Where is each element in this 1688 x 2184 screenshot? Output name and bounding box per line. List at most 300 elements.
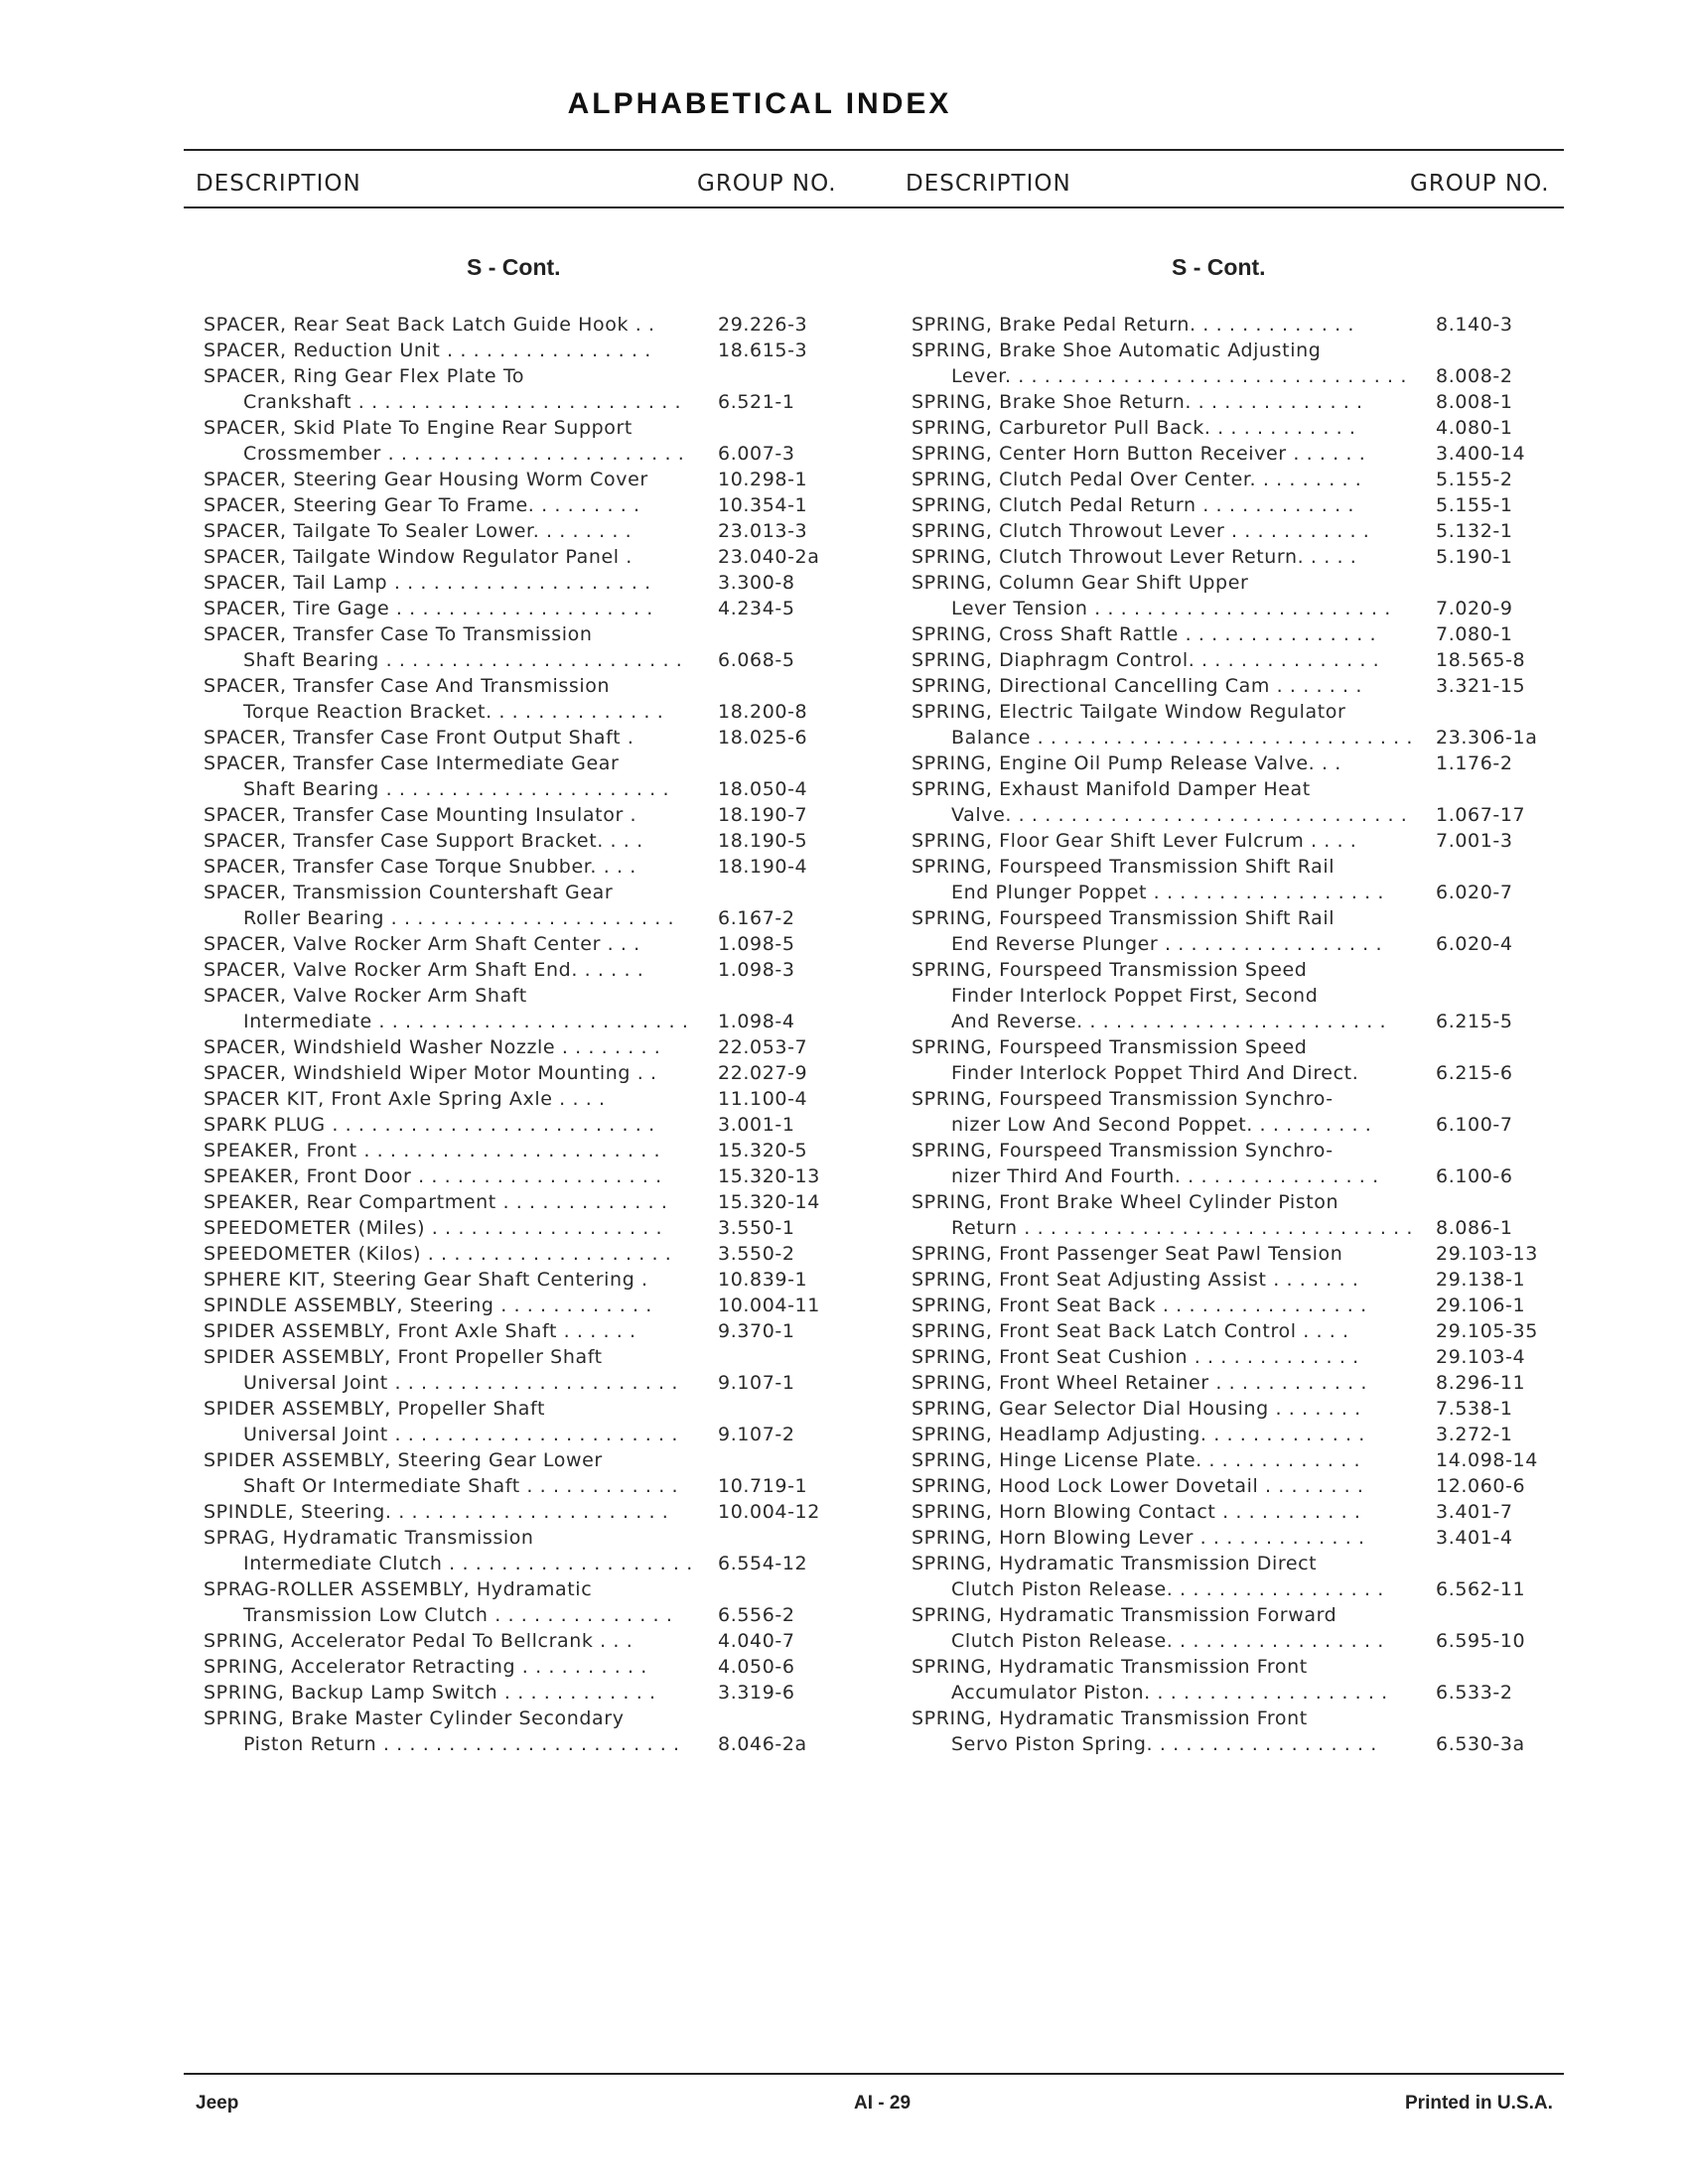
index-entry xyxy=(204,621,839,647)
left-section-heading: S - Cont. xyxy=(467,254,561,280)
entry-description: SPIDER ASSEMBLY, Front Propeller Shaft xyxy=(204,1346,603,1368)
index-entry xyxy=(912,441,1562,467)
entry-description: SPRING, Brake Master Cylinder Secondary xyxy=(204,1707,625,1729)
entry-group-number: 6.167-2 xyxy=(718,907,795,929)
entry-description: SPACER, Skid Plate To Engine Rear Support xyxy=(204,417,633,439)
entry-description: SPACER, Windshield Washer Nozzle . . . . . . . . xyxy=(204,1036,661,1058)
entry-description: SPACER, Windshield Wiper Motor Mounting . . xyxy=(204,1062,657,1084)
index-entry xyxy=(912,1370,1562,1396)
entry-description: SPRING, Hydramatic Transmission Direct xyxy=(912,1553,1318,1574)
index-entry xyxy=(204,441,839,467)
entry-group-number: 29.105-35 xyxy=(1436,1320,1538,1342)
index-entry xyxy=(912,1138,1562,1163)
index-entry xyxy=(912,1009,1562,1034)
index-entry xyxy=(912,389,1562,415)
entry-group-number: 8.086-1 xyxy=(1436,1217,1513,1239)
entry-group-number: 29.103-4 xyxy=(1436,1346,1526,1368)
entry-group-number: 22.027-9 xyxy=(718,1062,808,1084)
entry-description: SPACER, Ring Gear Flex Plate To xyxy=(204,365,525,387)
index-entry xyxy=(912,983,1562,1009)
entry-description: Torque Reaction Bracket. . . . . . . . . . . . . . xyxy=(243,701,664,723)
entry-group-number: 14.098-14 xyxy=(1436,1449,1538,1471)
entry-description: Transmission Low Clutch . . . . . . . . . . . . . . xyxy=(243,1604,673,1626)
entry-description: Roller Bearing . . . . . . . . . . . . . . . . . . . . . . xyxy=(243,907,675,929)
index-entry xyxy=(912,776,1562,802)
entry-description: SPIDER ASSEMBLY, Front Axle Shaft . . . . . . xyxy=(204,1320,636,1342)
index-entry xyxy=(912,1163,1562,1189)
index-entry xyxy=(912,338,1562,363)
entry-group-number: 23.040-2a xyxy=(718,546,820,568)
entry-description: SPIDER ASSEMBLY, Propeller Shaft xyxy=(204,1398,546,1420)
index-entry xyxy=(912,673,1562,699)
entry-description: Lever Tension . . . . . . . . . . . . . . . . . . . . . . . xyxy=(951,598,1391,619)
index-entry xyxy=(204,776,839,802)
entry-description: SPEEDOMETER (Kilos) . . . . . . . . . . . . . . . . . . . xyxy=(204,1243,672,1265)
entry-group-number: 18.200-8 xyxy=(718,701,808,723)
index-entry xyxy=(912,1189,1562,1215)
entry-group-number: 1.098-5 xyxy=(718,933,795,955)
entry-group-number: 10.004-11 xyxy=(718,1295,820,1316)
entry-description: SPRING, Fourspeed Transmission Synchro- xyxy=(912,1140,1334,1161)
left-description-header: DESCRIPTION xyxy=(196,171,361,197)
entry-group-number: 6.533-2 xyxy=(1436,1682,1513,1704)
index-entry xyxy=(912,1293,1562,1318)
entry-description: SPRING, Hinge License Plate. . . . . . . . . . . . . xyxy=(912,1449,1361,1471)
entry-group-number: 6.100-6 xyxy=(1436,1165,1513,1187)
index-entry xyxy=(204,647,839,673)
entry-description: SPRING, Fourspeed Transmission Speed xyxy=(912,1036,1308,1058)
index-entry xyxy=(204,570,839,596)
entry-group-number: 3.272-1 xyxy=(1436,1424,1513,1445)
entry-description: SPRING, Front Seat Adjusting Assist . . . . . . . xyxy=(912,1269,1359,1291)
index-entry xyxy=(204,957,839,983)
index-entry xyxy=(204,1267,839,1293)
entry-description: SPRING, Hydramatic Transmission Forward xyxy=(912,1604,1337,1626)
entry-description: SPRING, Front Seat Cushion . . . . . . . . . . . . . xyxy=(912,1346,1359,1368)
left-group-header: GROUP NO. xyxy=(697,171,837,197)
index-entry xyxy=(204,1654,839,1680)
index-entry xyxy=(912,802,1562,828)
entry-description: SPACER KIT, Front Axle Spring Axle . . . . xyxy=(204,1088,606,1110)
entry-group-number: 6.100-7 xyxy=(1436,1114,1513,1136)
index-entry xyxy=(912,1034,1562,1060)
index-entry xyxy=(204,1112,839,1138)
index-entry xyxy=(912,518,1562,544)
entry-group-number: 18.615-3 xyxy=(718,340,808,361)
index-entry xyxy=(204,1680,839,1706)
entry-group-number: 6.530-3a xyxy=(1436,1733,1525,1755)
entry-description: SPACER, Transmission Countershaft Gear xyxy=(204,882,614,903)
entry-group-number: 7.001-3 xyxy=(1436,830,1513,852)
index-entry xyxy=(204,1576,839,1602)
entry-description: nizer Third And Fourth. . . . . . . . . . . . . . . . xyxy=(951,1165,1379,1187)
index-entry xyxy=(912,725,1562,751)
entry-group-number: 9.107-2 xyxy=(718,1424,795,1445)
entry-description: nizer Low And Second Poppet. . . . . . . . . . xyxy=(951,1114,1372,1136)
entry-description: And Reverse. . . . . . . . . . . . . . . . . . . . . . . . xyxy=(951,1011,1387,1032)
entry-group-number: 8.008-1 xyxy=(1436,391,1513,413)
entry-group-number: 1.176-2 xyxy=(1436,752,1513,774)
index-entry xyxy=(204,983,839,1009)
entry-description: SPACER, Transfer Case To Transmission xyxy=(204,623,593,645)
entry-description: SPEEDOMETER (Miles) . . . . . . . . . . . . . . . . . . xyxy=(204,1217,663,1239)
entry-description: SPRING, Backup Lamp Switch . . . . . . . . . . . . xyxy=(204,1682,656,1704)
entry-description: SPACER, Tire Gage . . . . . . . . . . . . . . . . . . . . xyxy=(204,598,653,619)
index-entry xyxy=(912,1499,1562,1525)
index-entry xyxy=(912,1396,1562,1422)
index-entry xyxy=(912,1706,1562,1731)
index-entry xyxy=(912,931,1562,957)
entry-description: SPINDLE ASSEMBLY, Steering . . . . . . . . . . . . xyxy=(204,1295,652,1316)
entry-group-number: 6.215-6 xyxy=(1436,1062,1513,1084)
index-entry xyxy=(204,363,839,389)
entry-group-number: 7.020-9 xyxy=(1436,598,1513,619)
index-entry xyxy=(912,570,1562,596)
index-entry xyxy=(204,1396,839,1422)
index-entry xyxy=(204,389,839,415)
entry-group-number: 8.296-11 xyxy=(1436,1372,1526,1394)
index-entry xyxy=(204,802,839,828)
entry-group-number: 12.060-6 xyxy=(1436,1475,1526,1497)
index-entry xyxy=(912,828,1562,854)
page-title: ALPHABETICAL INDEX xyxy=(567,87,952,120)
entry-group-number: 6.595-10 xyxy=(1436,1630,1526,1652)
entry-description: SPARK PLUG . . . . . . . . . . . . . . . . . . . . . . . . . xyxy=(204,1114,655,1136)
entry-group-number: 9.107-1 xyxy=(718,1372,795,1394)
index-entry xyxy=(912,880,1562,905)
index-entry xyxy=(912,1086,1562,1112)
entry-group-number: 8.140-3 xyxy=(1436,314,1513,336)
entry-group-number: 8.008-2 xyxy=(1436,365,1513,387)
entry-group-number: 15.320-14 xyxy=(718,1191,820,1213)
entry-description: SPRING, Clutch Throwout Lever Return. . . . . xyxy=(912,546,1357,568)
index-entry xyxy=(204,854,839,880)
entry-description: SPRING, Fourspeed Transmission Speed xyxy=(912,959,1308,981)
entry-group-number: 10.719-1 xyxy=(718,1475,808,1497)
footer-printed: Printed in U.S.A. xyxy=(1405,2093,1553,2114)
entry-description: SPRING, Clutch Throwout Lever . . . . . . . . . . . xyxy=(912,520,1370,542)
index-entry xyxy=(204,467,839,492)
entry-description: SPRING, Horn Blowing Contact . . . . . . . . . . . xyxy=(912,1501,1361,1523)
index-entry xyxy=(912,312,1562,338)
index-entry xyxy=(912,467,1562,492)
entry-description: SPRING, Electric Tailgate Window Regulator xyxy=(912,701,1346,723)
entry-group-number: 10.839-1 xyxy=(718,1269,808,1291)
entry-group-number: 29.226-3 xyxy=(718,314,808,336)
entry-description: SPACER, Valve Rocker Arm Shaft End. . . . . . xyxy=(204,959,644,981)
right-description-header: DESCRIPTION xyxy=(906,171,1071,197)
entry-description: Clutch Piston Release. . . . . . . . . . . . . . . . . xyxy=(951,1578,1384,1600)
index-entry xyxy=(204,1499,839,1525)
entry-group-number: 3.319-6 xyxy=(718,1682,795,1704)
index-entry xyxy=(912,905,1562,931)
entry-description: Intermediate . . . . . . . . . . . . . . . . . . . . . . . . xyxy=(243,1011,689,1032)
entry-description: Universal Joint . . . . . . . . . . . . . . . . . . . . . . xyxy=(243,1424,678,1445)
entry-description: Shaft Bearing . . . . . . . . . . . . . . . . . . . . . . . xyxy=(243,649,683,671)
entry-group-number: 3.550-2 xyxy=(718,1243,795,1265)
entry-description: SPACER, Valve Rocker Arm Shaft xyxy=(204,985,527,1007)
page-number: AI - 29 xyxy=(854,2093,912,2114)
entry-group-number: 6.215-5 xyxy=(1436,1011,1513,1032)
entry-description: SPRING, Engine Oil Pump Release Valve. . . xyxy=(912,752,1341,774)
entry-group-number: 10.298-1 xyxy=(718,469,808,490)
index-entry xyxy=(204,1706,839,1731)
entry-group-number: 3.400-14 xyxy=(1436,443,1526,465)
index-entry xyxy=(204,1009,839,1034)
entry-description: SPACER, Rear Seat Back Latch Guide Hook . . xyxy=(204,314,655,336)
entry-group-number: 5.190-1 xyxy=(1436,546,1513,568)
index-entry xyxy=(912,415,1562,441)
entry-group-number: 1.098-4 xyxy=(718,1011,795,1032)
entry-description: SPRING, Diaphragm Control. . . . . . . . . . . . . . . xyxy=(912,649,1380,671)
index-entry xyxy=(204,544,839,570)
entry-group-number: 18.190-4 xyxy=(718,856,808,878)
index-entry xyxy=(204,905,839,931)
index-entry xyxy=(204,596,839,621)
index-entry xyxy=(912,1576,1562,1602)
index-entry xyxy=(912,596,1562,621)
index-entry xyxy=(204,1034,839,1060)
index-entry xyxy=(912,751,1562,776)
entry-group-number: 29.106-1 xyxy=(1436,1295,1526,1316)
index-entry xyxy=(204,1370,839,1396)
entry-description: Valve. . . . . . . . . . . . . . . . . . . . . . . . . . . . . . . xyxy=(951,804,1408,826)
entry-description: Lever. . . . . . . . . . . . . . . . . . . . . . . . . . . . . . . xyxy=(951,365,1407,387)
entry-description: SPRING, Headlamp Adjusting. . . . . . . . . . . . . xyxy=(912,1424,1365,1445)
entry-description: Balance . . . . . . . . . . . . . . . . . . . . . . . . . . . . . xyxy=(951,727,1414,749)
index-entry xyxy=(912,1654,1562,1680)
entry-description: Accumulator Piston. . . . . . . . . . . . . . . . . . . xyxy=(951,1682,1388,1704)
entry-group-number: 6.068-5 xyxy=(718,649,795,671)
index-entry xyxy=(204,828,839,854)
index-entry xyxy=(912,544,1562,570)
index-entry xyxy=(912,363,1562,389)
entry-description: Shaft Or Intermediate Shaft . . . . . . . . . . . . xyxy=(243,1475,679,1497)
index-entry xyxy=(912,1525,1562,1551)
index-entry xyxy=(912,1602,1562,1628)
entry-description: SPEAKER, Front Door . . . . . . . . . . . . . . . . . . . xyxy=(204,1165,662,1187)
entry-description: SPRING, Accelerator Pedal To Bellcrank . . . xyxy=(204,1630,633,1652)
entry-description: SPIDER ASSEMBLY, Steering Gear Lower xyxy=(204,1449,603,1471)
entry-group-number: 8.046-2a xyxy=(718,1733,807,1755)
footer-brand: Jeep xyxy=(196,2093,239,2114)
entry-description: SPACER, Tailgate Window Regulator Panel . xyxy=(204,546,633,568)
entry-description: End Plunger Poppet . . . . . . . . . . . . . . . . . . xyxy=(951,882,1385,903)
entry-description: Crankshaft . . . . . . . . . . . . . . . . . . . . . . . . . xyxy=(243,391,682,413)
entry-description: Universal Joint . . . . . . . . . . . . . . . . . . . . . . xyxy=(243,1372,678,1394)
index-entry xyxy=(204,1241,839,1267)
index-entry xyxy=(204,1422,839,1447)
entry-group-number: 6.554-12 xyxy=(718,1553,808,1574)
index-entry xyxy=(204,1138,839,1163)
entry-description: SPRING, Accelerator Retracting . . . . . . . . . . xyxy=(204,1656,647,1678)
entry-group-number: 6.556-2 xyxy=(718,1604,795,1626)
entry-description: SPRING, Front Seat Back Latch Control . . . . xyxy=(912,1320,1349,1342)
index-entry xyxy=(204,1602,839,1628)
index-entry xyxy=(204,1551,839,1576)
entry-description: SPRING, Hydramatic Transmission Front xyxy=(912,1707,1308,1729)
entry-group-number: 4.080-1 xyxy=(1436,417,1513,439)
entry-group-number: 1.098-3 xyxy=(718,959,795,981)
header-rule-top xyxy=(184,149,1564,151)
index-entry xyxy=(912,621,1562,647)
index-entry xyxy=(204,673,839,699)
entry-description: SPACER, Steering Gear Housing Worm Cover xyxy=(204,469,648,490)
entry-description: Crossmember . . . . . . . . . . . . . . . . . . . . . . . xyxy=(243,443,685,465)
entry-group-number: 5.132-1 xyxy=(1436,520,1513,542)
entry-description: SPACER, Transfer Case Torque Snubber. . . . xyxy=(204,856,636,878)
entry-group-number: 4.040-7 xyxy=(718,1630,795,1652)
entry-description: SPACER, Transfer Case Support Bracket. . . . xyxy=(204,830,643,852)
entry-description: Finder Interlock Poppet First, Second xyxy=(951,985,1319,1007)
index-entry xyxy=(912,1112,1562,1138)
entry-description: SPRING, Exhaust Manifold Damper Heat xyxy=(912,778,1311,800)
entry-group-number: 7.538-1 xyxy=(1436,1398,1513,1420)
index-entry xyxy=(204,1318,839,1344)
index-entry xyxy=(204,1163,839,1189)
entry-group-number: 3.401-7 xyxy=(1436,1501,1513,1523)
index-entry xyxy=(912,1731,1562,1757)
index-entry xyxy=(204,1628,839,1654)
entry-description: SPEAKER, Front . . . . . . . . . . . . . . . . . . . . . . . xyxy=(204,1140,661,1161)
entry-group-number: 10.354-1 xyxy=(718,494,808,516)
entry-description: SPRING, Clutch Pedal Return . . . . . . . . . . . . xyxy=(912,494,1354,516)
index-entry xyxy=(204,1293,839,1318)
entry-group-number: 4.050-6 xyxy=(718,1656,795,1678)
entry-group-number: 3.300-8 xyxy=(718,572,795,594)
entry-description: SPRING, Floor Gear Shift Lever Fulcrum . . . . xyxy=(912,830,1357,852)
entry-group-number: 6.020-7 xyxy=(1436,882,1513,903)
entry-group-number: 10.004-12 xyxy=(718,1501,820,1523)
entry-group-number: 5.155-1 xyxy=(1436,494,1513,516)
entry-description: SPEAKER, Rear Compartment . . . . . . . . . . . . . xyxy=(204,1191,668,1213)
entry-description: SPRING, Gear Selector Dial Housing . . . . . . . xyxy=(912,1398,1361,1420)
index-entry xyxy=(912,1344,1562,1370)
entry-group-number: 5.155-2 xyxy=(1436,469,1513,490)
index-entry xyxy=(204,725,839,751)
entry-description: SPRING, Fourspeed Transmission Synchro- xyxy=(912,1088,1334,1110)
entry-description: SPRING, Horn Blowing Lever . . . . . . . . . . . . . xyxy=(912,1527,1365,1549)
entry-group-number: 3.001-1 xyxy=(718,1114,795,1136)
entry-group-number: 18.190-5 xyxy=(718,830,808,852)
entry-description: SPRING, Fourspeed Transmission Shift Rail xyxy=(912,856,1336,878)
index-entry xyxy=(204,931,839,957)
entry-description: SPRAG, Hydramatic Transmission xyxy=(204,1527,534,1549)
index-entry xyxy=(204,518,839,544)
entry-group-number: 3.401-4 xyxy=(1436,1527,1513,1549)
index-entry xyxy=(912,492,1562,518)
index-entry xyxy=(204,415,839,441)
index-entry xyxy=(912,1215,1562,1241)
entry-group-number: 11.100-4 xyxy=(718,1088,808,1110)
index-entry xyxy=(204,338,839,363)
entry-description: SPRAG-ROLLER ASSEMBLY, Hydramatic xyxy=(204,1578,593,1600)
index-entry xyxy=(204,1215,839,1241)
index-entry xyxy=(204,1473,839,1499)
index-entry xyxy=(204,699,839,725)
entry-description: SPRING, Front Seat Back . . . . . . . . . . . . . . . . xyxy=(912,1295,1367,1316)
entry-group-number: 29.103-13 xyxy=(1436,1243,1538,1265)
right-index-column xyxy=(912,312,1562,1757)
entry-group-number: 6.521-1 xyxy=(718,391,795,413)
entry-description: SPACER, Reduction Unit . . . . . . . . . . . . . . . . xyxy=(204,340,651,361)
index-entry xyxy=(204,1189,839,1215)
entry-description: Intermediate Clutch . . . . . . . . . . . . . . . . . . . xyxy=(243,1553,693,1574)
entry-description: SPACER, Steering Gear To Frame. . . . . . . . . xyxy=(204,494,640,516)
index-entry xyxy=(204,1060,839,1086)
index-entry xyxy=(204,312,839,338)
entry-description: SPRING, Center Horn Button Receiver . . . . . . xyxy=(912,443,1366,465)
entry-group-number: 6.007-3 xyxy=(718,443,795,465)
entry-group-number: 18.050-4 xyxy=(718,778,808,800)
header-rule-bottom xyxy=(184,206,1564,208)
entry-group-number: 7.080-1 xyxy=(1436,623,1513,645)
right-section-heading: S - Cont. xyxy=(1172,254,1266,280)
entry-description: SPRING, Cross Shaft Rattle . . . . . . . . . . . . . . . xyxy=(912,623,1377,645)
entry-description: SPHERE KIT, Steering Gear Shaft Centering . xyxy=(204,1269,648,1291)
index-entry xyxy=(912,647,1562,673)
index-entry xyxy=(912,854,1562,880)
index-entry xyxy=(204,492,839,518)
entry-group-number: 15.320-13 xyxy=(718,1165,820,1187)
entry-group-number: 6.020-4 xyxy=(1436,933,1513,955)
entry-description: Servo Piston Spring. . . . . . . . . . . . . . . . . . xyxy=(951,1733,1377,1755)
index-entry xyxy=(204,1525,839,1551)
entry-group-number: 1.067-17 xyxy=(1436,804,1526,826)
index-entry xyxy=(912,1680,1562,1706)
index-entry xyxy=(912,1447,1562,1473)
entry-description: SPRING, Front Wheel Retainer . . . . . . . . . . . . xyxy=(912,1372,1368,1394)
index-entry xyxy=(912,1551,1562,1576)
index-entry xyxy=(204,880,839,905)
entry-group-number: 9.370-1 xyxy=(718,1320,795,1342)
entry-group-number: 3.550-1 xyxy=(718,1217,795,1239)
entry-description: SPRING, Brake Shoe Automatic Adjusting xyxy=(912,340,1322,361)
entry-description: SPRING, Clutch Pedal Over Center. . . . . . . . . xyxy=(912,469,1362,490)
entry-group-number: 3.321-15 xyxy=(1436,675,1526,697)
index-entry xyxy=(912,1422,1562,1447)
entry-description: SPRING, Front Passenger Seat Pawl Tension xyxy=(912,1243,1343,1265)
entry-group-number: 6.562-11 xyxy=(1436,1578,1526,1600)
entry-description: Return . . . . . . . . . . . . . . . . . . . . . . . . . . . . . . xyxy=(951,1217,1414,1239)
footer-rule xyxy=(184,2073,1564,2075)
entry-description: Clutch Piston Release. . . . . . . . . . . . . . . . . xyxy=(951,1630,1384,1652)
entry-group-number: 18.190-7 xyxy=(718,804,808,826)
entry-description: Finder Interlock Poppet Third And Direct. xyxy=(951,1062,1359,1084)
index-entry xyxy=(204,1731,839,1757)
entry-description: SPACER, Transfer Case Front Output Shaft . xyxy=(204,727,634,749)
entry-description: SPACER, Tailgate To Sealer Lower. . . . . . . . xyxy=(204,520,633,542)
entry-group-number: 4.234-5 xyxy=(718,598,795,619)
entry-description: SPRING, Brake Shoe Return. . . . . . . . . . . . . . xyxy=(912,391,1363,413)
entry-group-number: 23.013-3 xyxy=(718,520,808,542)
entry-description: SPRING, Brake Pedal Return. . . . . . . . . . . . . xyxy=(912,314,1355,336)
entry-description: SPACER, Transfer Case And Transmission xyxy=(204,675,611,697)
index-entry xyxy=(912,1241,1562,1267)
index-entry xyxy=(912,1318,1562,1344)
entry-description: SPRING, Directional Cancelling Cam . . . . . . . xyxy=(912,675,1362,697)
entry-description: SPACER, Valve Rocker Arm Shaft Center . . . xyxy=(204,933,640,955)
index-entry xyxy=(204,1086,839,1112)
entry-description: Shaft Bearing . . . . . . . . . . . . . . . . . . . . . . xyxy=(243,778,670,800)
entry-group-number: 18.025-6 xyxy=(718,727,808,749)
entry-group-number: 29.138-1 xyxy=(1436,1269,1526,1291)
index-entry xyxy=(204,1344,839,1370)
entry-description: End Reverse Plunger . . . . . . . . . . . . . . . . . xyxy=(951,933,1383,955)
left-index-column xyxy=(204,312,839,1757)
entry-description: Piston Return . . . . . . . . . . . . . . . . . . . . . . . xyxy=(243,1733,680,1755)
entry-description: SPRING, Carburetor Pull Back. . . . . . . . . . . . xyxy=(912,417,1356,439)
